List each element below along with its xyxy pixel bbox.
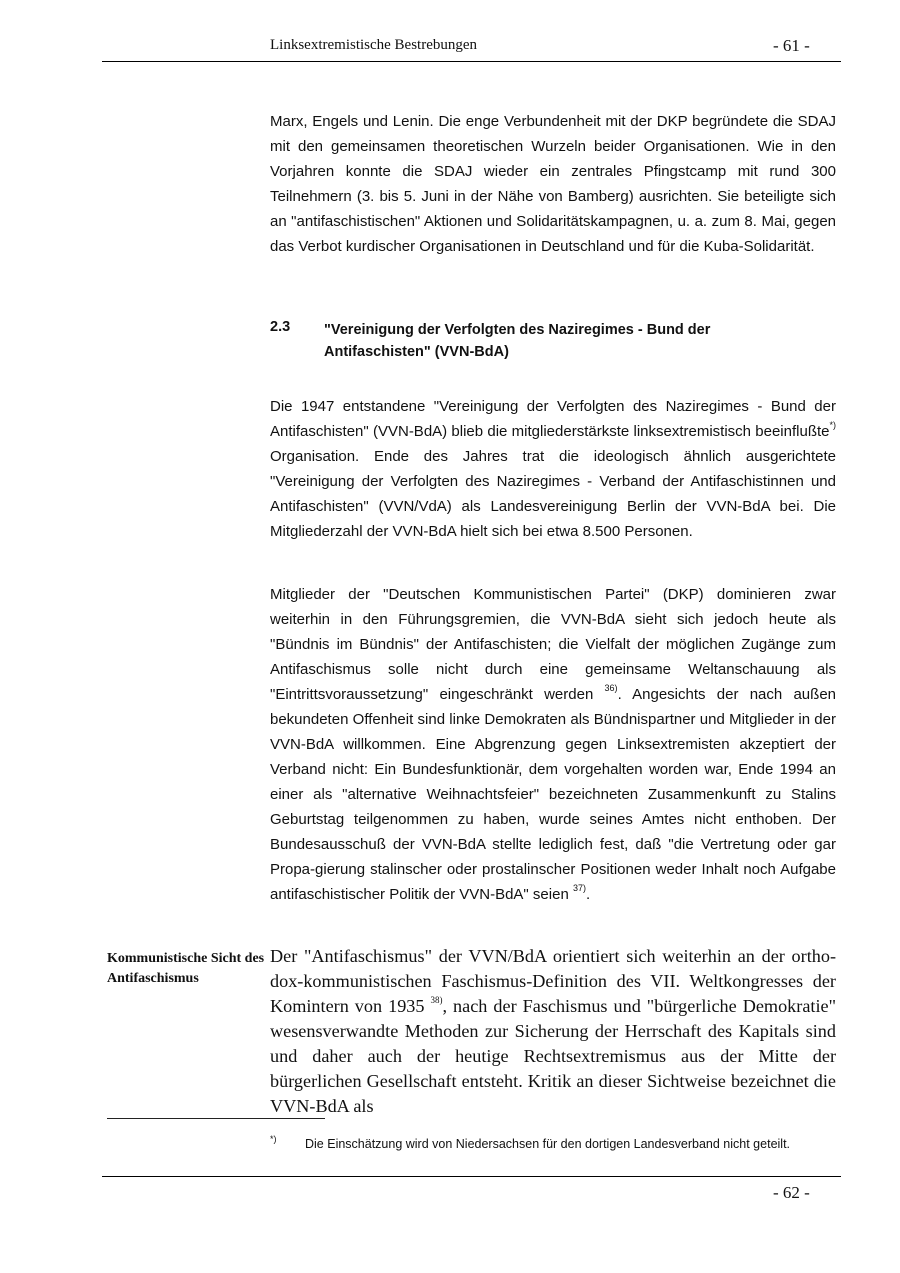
endnote-reference[interactable]: 38) (430, 994, 443, 1005)
paragraph-text: . Angesichts der nach außen bekundeten Offenheit sind linke Demokraten als Bündnispartner und Mitglieder in der VVN-BdA willkommen. Eine Abgrenzung gegen Linksextremisten akzeptiert der Verband nicht: Ein Bundesfunktionär, dem vorgehalten worden war, Ende 1994 an einer als "alternative Weihnachtsfeier" bezeichneten Zusammenkunft zu Stalins Geburtstag teilgenommen zu haben, wurde seines Amtes nicht enthoben. Der Bundesausschuß der VVN-BdA stellte lediglich fest, daß "die Vertretung oder gar Propa-gierung stalinscher oder prostalinscher Positionen weder Inhalt noch Aufgabe antifaschistischer Politik der VVN-BdA" seien (270, 686, 836, 903)
paragraph-text: . (585, 886, 591, 903)
paragraph-text: , nach der Faschismus und "bürgerliche Demokratie" wesensverwandte Methoden zur Sicherung der Herrschaft des Kapitals sind und daher auch der heutige Rechtsextremismus aus der Mitte der bürgerlichen Gesellschaft entsteht. Kritik an dieser Sichtweise bezeichnet die VVN-BdA als (270, 996, 836, 1116)
paragraph-vvn-bda-intro (270, 394, 836, 544)
paragraph-text: Organisation. Ende des Jahres trat die ideologisch ähnlich ausgerichtete "Vereinigung der Verfolgten des Naziregimes - Verband der Antifaschistinnen und Antifaschisten" (VVN/VdA) als Landesvereinigung Berlin der VVN-BdA bei. Die Mitgliederzahl der VVN-BdA hielt sich bei etwa 8.500 Personen. (270, 448, 836, 540)
footnote-text: Die Einschätzung wird von Niedersachsen für den dortigen Landesverband nicht geteilt. (305, 1137, 791, 1151)
footnote-reference[interactable]: *) (829, 420, 836, 430)
paragraph-text: Der "Antifaschismus" der VVN/BdA orientiert sich weiterhin an der ortho-dox-kommunistischen Faschismus-Definition des VII. Weltkongresses der Komintern von 1935 (270, 946, 836, 1016)
header-page-number: - 61 - (773, 36, 810, 55)
running-header-title: Linksextremistische Bestrebungen (270, 37, 478, 53)
paragraph-text: Die 1947 entstandene "Vereinigung der Verfolgten des Naziregimes - Bund der Antifaschisten" (VVN-BdA) blieb die mitgliederstärkste linksextremistisch beeinflußte (270, 398, 836, 440)
footer-page-number: - 62 - (773, 1183, 810, 1202)
margin-note: Kommunistische Sicht des Antifaschismus (107, 951, 265, 986)
footer-rule (102, 1176, 841, 1177)
header-rule (102, 61, 841, 62)
endnote-reference[interactable]: 36) (604, 683, 618, 693)
paragraph-text: Mitglieder der "Deutschen Kommunistischen Partei" (DKP) dominieren zwar weiterhin in den Führungsgremien, die VVN-BdA sieht sich jedoch heute als "Bündnis im Bündnis" der Antifaschisten; die Vielfalt der möglichen Zugänge zum Antifaschismus solle nicht durch eine gemeinsame Weltanschauung als "Eintrittsvoraussetzung" eingeschränkt werden (270, 586, 836, 703)
footnote-mark: *) (270, 1134, 277, 1144)
endnote-reference[interactable]: 37) (572, 883, 586, 893)
paragraph-sdaj: Marx, Engels und Lenin. Die enge Verbundenheit mit der DKP begründete die SDAJ mit den gemeinsamen theoretischen Wurzeln beider Organisationen. Wie in den Vorjahren konnte die SDAJ wieder ein zentrales Pfingstcamp mit rund 300 Teilnehmern (3. bis 5. Juni in der Nähe von Bamberg) ausrichten. Sie beteiligte sich an "antifaschistischen" Aktionen und Solidaritätskampagnen, u. a. zum 8. Mai, gegen das Verbot kurdischer Organisationen in Deutschland und für die Kuba-Solidarität. (270, 113, 836, 255)
section-title: "Vereinigung der Verfolgten des Naziregimes - Bund der Antifaschisten" (VVN-BdA) (324, 322, 711, 360)
footnote-separator (107, 1118, 325, 1119)
section-number: 2.3 (270, 319, 291, 335)
paragraph-dkp-members (270, 582, 836, 907)
paragraph-antifaschismus (270, 944, 836, 1119)
